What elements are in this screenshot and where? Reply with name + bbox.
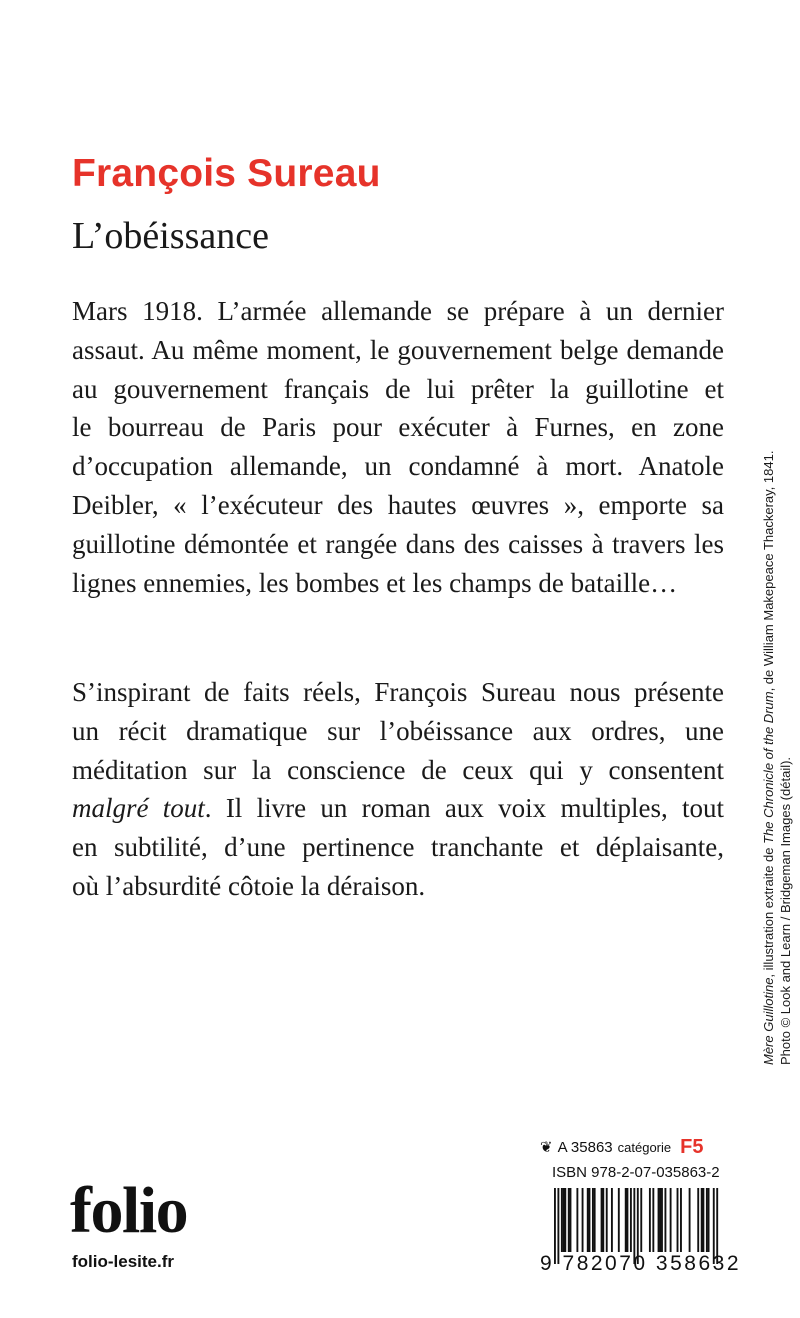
- publisher-website: folio-lesite.fr: [72, 1252, 175, 1271]
- barcode-bar: [606, 1188, 608, 1252]
- credit-text: , de William Makepeace Thackeray, 1841.: [761, 450, 776, 692]
- category-label: catégorie: [617, 1139, 672, 1155]
- barcode-bar: [627, 1188, 629, 1252]
- barcode-bar: [708, 1188, 710, 1252]
- barcode-bar: [602, 1188, 604, 1252]
- barcode-bar: [677, 1188, 679, 1252]
- barcode-bar: [706, 1188, 708, 1252]
- blurb-line: le bourreau de Paris pour exécuter à Furnes, en zone: [72, 412, 724, 443]
- barcode-bar: [561, 1188, 563, 1252]
- blurb-line: en subtilité, d’une pertinence tranchante et déplaisante,: [72, 832, 724, 863]
- barcode-bar: [689, 1188, 691, 1252]
- barcode-bar: [697, 1188, 699, 1252]
- barcode-bar: [563, 1188, 565, 1252]
- barcode-bar: [568, 1188, 570, 1252]
- author-name: François Sureau: [72, 152, 381, 195]
- barcode-bar: [630, 1188, 632, 1252]
- barcode-bar: [592, 1188, 594, 1252]
- barcode-bar: [649, 1188, 651, 1252]
- blurb-line: au gouvernement français de lui prêter la guillotine et: [72, 373, 724, 404]
- book-title: L’obéissance: [72, 215, 269, 257]
- barcode-bar: [658, 1188, 660, 1252]
- barcode-bar: [618, 1188, 620, 1252]
- printer-ornament-icon: ❦: [540, 1138, 553, 1156]
- blurb-line: [72, 789, 724, 828]
- barcode-bar: [601, 1188, 603, 1252]
- barcode-bar: [702, 1188, 704, 1252]
- blurb-line: S’inspirant de faits réels, François Sureau nous présente: [72, 677, 724, 707]
- blurb-line: méditation sur la conscience de ceux qui y consentent: [72, 754, 724, 785]
- barcode: [540, 1188, 741, 1286]
- credit-line-1: [760, 450, 777, 1065]
- blurb-line: un récit dramatique sur l’obéissance aux ordres, une: [72, 715, 724, 746]
- barcode-digits: 9 782070 358632: [540, 1252, 741, 1275]
- catalog-code: A 35863: [557, 1138, 613, 1156]
- blurb-italic-phrase: malgré tout: [72, 793, 205, 824]
- blurb-line: d’occupation allemande, un condamné à mort. Anatole: [72, 451, 724, 482]
- credit-text: , illustration extraite de: [761, 843, 776, 978]
- barcode-bar: [625, 1188, 627, 1252]
- blurb-line: lignes ennemies, les bombes et les champs de bataille…: [72, 567, 678, 598]
- illustration-credit: [760, 450, 794, 1065]
- barcode-bar: [670, 1188, 672, 1252]
- barcode-bar: [701, 1188, 703, 1252]
- barcode-bar: [587, 1188, 589, 1252]
- barcode-bar: [652, 1188, 654, 1252]
- barcode-bar: [664, 1188, 666, 1252]
- barcode-bar: [564, 1188, 566, 1252]
- blurb-paragraph-2: [72, 673, 724, 906]
- barcode-bar: [659, 1188, 661, 1252]
- folio-logo: folio: [70, 1174, 188, 1247]
- barcode-bar: [611, 1188, 613, 1252]
- blurb-paragraph-1: [72, 292, 724, 602]
- barcode-bar: [576, 1188, 578, 1252]
- barcode-bar: [570, 1188, 572, 1252]
- catalog-info: [540, 1137, 720, 1157]
- credit-artwork-title: Mère Guillotine: [761, 977, 776, 1065]
- blurb-line: où l’absurdité côtoie la déraison.: [72, 870, 426, 901]
- credit-line-2: Photo © Look and Learn / Bridgeman Images (détail).: [778, 756, 793, 1065]
- barcode-bar: [582, 1188, 584, 1252]
- credit-source-title: The Chronicle of the Drum: [761, 691, 776, 844]
- blurb-line: assaut. Au même moment, le gouvernement belge demande: [72, 334, 724, 365]
- barcode-bar: [661, 1188, 663, 1252]
- blurb-line: guillotine démontée et rangée dans des caisses à travers les: [72, 528, 724, 559]
- barcode-bar: [680, 1188, 682, 1252]
- isbn-number: ISBN 978-2-07-035863-2: [552, 1164, 720, 1181]
- barcode-bar: [640, 1188, 642, 1252]
- barcode-bar: [589, 1188, 591, 1252]
- barcode-bar: [594, 1188, 596, 1252]
- blurb-line: Mars 1918. L’armée allemande se prépare à un dernier: [72, 296, 724, 326]
- blurb-line: Deibler, « l’exécuteur des hautes œuvres », emporte sa: [72, 489, 724, 520]
- blurb-line-rest: . Il livre un roman aux voix multiples, tout: [204, 793, 724, 824]
- category-code: F5: [680, 1135, 704, 1158]
